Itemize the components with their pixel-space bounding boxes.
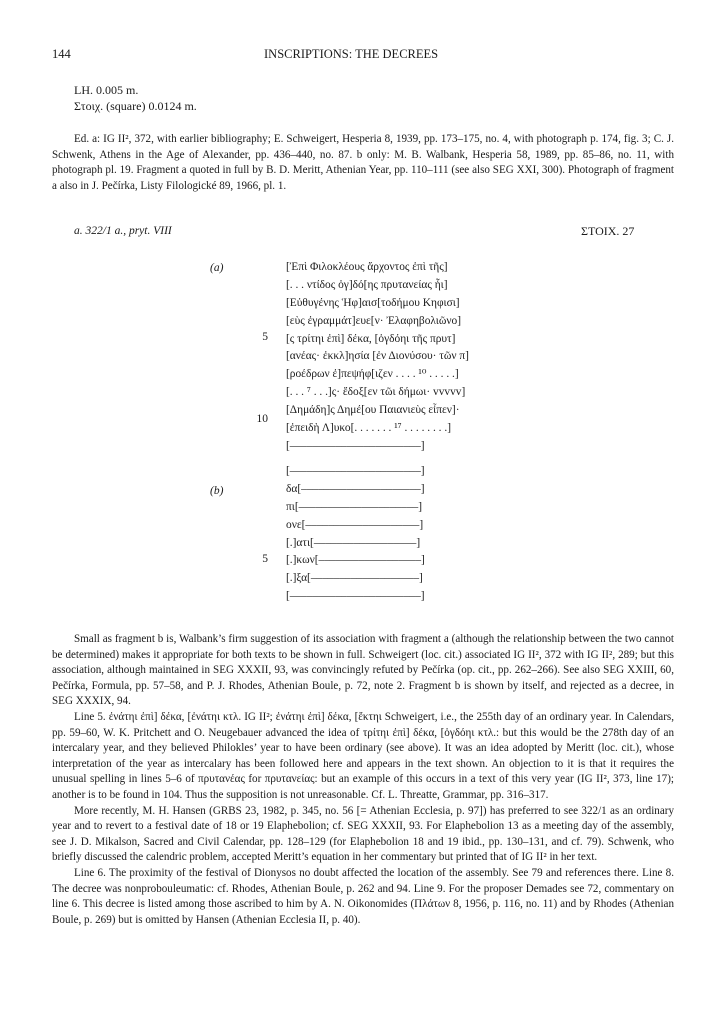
bibliography bbox=[52, 132, 674, 194]
inscription-line: [εὺς ἐγραμμάτ]ευε[ν· Ἐλαφηβολιῶνο] bbox=[286, 314, 462, 327]
letter-height: LH. 0.005 m. bbox=[74, 83, 139, 97]
inscription-line: δα[–––––––––––––––––––––] bbox=[286, 482, 425, 495]
inscription-line: ονε[––––––––––––––––––––] bbox=[286, 518, 424, 531]
bibliography-text: Ed. a: IG II², 372, with earlier bibliography; E. Schweigert, Hesperia 8, 1939, pp. 173–175, no. 4, with photograph p. 174, fig. 3; C. J. Schwenk, Athens in the Age of Alexander, pp. 436–440, no. 87. b only: M. B. Walbank, Hesperia 58, 1989, pp. 85–86, no. 11, with photograph pl. 19. Fragment a quoted in full by B. D. Meritt, Athenian Year, pp. 110–111 (see also SEG XXI, 300). Photograph of fragment a also in J. Pečírka, Listy Filologické 89, 1966, pl. 1. bbox=[52, 133, 674, 192]
inscription-line: [ς τρίτηι ἐπὶ] δέκα, [ὀγδόηι τῆς πρυτ] bbox=[286, 332, 456, 345]
page-number: 144 bbox=[52, 47, 71, 61]
commentary-paragraph: Line 5. ἐνάτηι ἐπὶ] δέκα, [ἐνάτηι κτλ. IG II²; ἐνάτηι ἐπὶ] δέκα, [ἕκτηι Schweigert, i.e., the 255th day of an ordinary year. In Calendars, pp. 59–60, W. K. Pritchett and O. Neugebauer advanced the idea of τρίτηι ἐπὶ] δέκα, [ὀγδόηι κτλ.: but this would be the 278th day of an intercalary year, and they believed Philokles’ year to have been ordinary (see above). It was an idea adopted by Meritt (loc. cit.), whose interpretation of the year as intercalary has been followed here and appears in the text shown. An objection to it is that it requires the unusual spelling in lines 5–6 of πρυτανέας for πρυτανείας: but an example of this occurs in a text of this very year (IG II², 373, line 17); another is to be found in 104. Thus the supposition is not unreasonable. Cf. L. Threatte, Grammar, pp. 316–317. bbox=[52, 710, 674, 801]
inscription-line: [. . . ντίδος ὀγ]δό[ης πρυτανείας ἧι] bbox=[286, 278, 448, 291]
inscription-line: πι[–––––––––––––––––––––] bbox=[286, 500, 423, 513]
commentary-paragraph: Small as fragment b is, Walbank’s firm suggestion of its association with fragment a (although the relationship between the two cannot be determined) makes it appropriate for both texts to be shown in full. Schweigert (loc. cit.) associated IG II², 372 with IG II², 289; but this association, although maintained in SEG XXXII, 93, was convincingly refuted by Pečírka (op. cit., pp. 262–266). See also SEG XXIII, 60, Pečírka, Formula, pp. 57–58, and P. J. Rhodes, Athenian Boule, p. 72, note 2. Fragment b is shown by itself, and rejected as a decree, in SEG XXXIX, 94. bbox=[52, 633, 674, 708]
fragment-a-label: (a) bbox=[210, 262, 224, 274]
stoichedon-count: ΣΤΟΙΧ. 27 bbox=[581, 224, 635, 238]
line-number-5: 5 bbox=[262, 331, 268, 343]
inscription-line: [. . . ⁷ . . .]ς· ἔδοξ[εν τῶι δήμωι· vvvvv] bbox=[286, 386, 466, 399]
line-number-10: 10 bbox=[256, 413, 268, 425]
fragment-a-text bbox=[286, 259, 469, 456]
commentary-paragraph: More recently, M. H. Hansen (GRBS 23, 1982, p. 345, no. 56 [= Athenian Ecclesia, p. 97]) has preferred to see 322/1 as an ordinary year and to revert to a festival date of 18 or 19 Elaphebolion; cf. SEG XXXII, 93. For Elaphebolion 13 as a meeting day of the assembly, see J. D. Mikalson, Sacred and Civil Calendar, pp. 128–129 (for Elaphebolion 18 and 19 ibid., pp. 130–131, and cf. 79). Schwenk, who briefly discussed the calendric problem, accepted Meritt’s equation in her commentary but printed that of IG II² in her text. bbox=[52, 804, 674, 864]
fragment-b-text bbox=[286, 463, 425, 606]
running-title: INSCRIPTIONS: THE DECREES bbox=[264, 47, 439, 61]
inscription-date: a. 322/1 a., pryt. VIII bbox=[74, 225, 172, 237]
inscription-line: [ἐπειδὴ Λ]υκο[. . . . . . . ¹⁷ . . . . . . . .] bbox=[286, 422, 451, 435]
inscription-line: [–––––––––––––––––––––––] bbox=[286, 439, 425, 452]
inscription-line: [ανέας· ἐκκλ]ησία [ἐν Διονύσου· τῶν π] bbox=[286, 350, 469, 363]
inscription-line: [.]ατι[––––––––––––––––––] bbox=[286, 536, 421, 549]
inscription-line: [Δημάδη]ς Δημέ[ου Παιανιεὺς εἶπεν]· bbox=[286, 404, 460, 417]
commentary bbox=[52, 632, 674, 928]
inscription-line: [.]ξα[–––––––––––––––––––] bbox=[286, 572, 423, 585]
inscription-line: [Ἐπὶ Φιλοκλέους ἄρχοντος ἐπὶ τῆς] bbox=[286, 261, 448, 273]
inscription-line: [–––––––––––––––––––––––] bbox=[286, 590, 425, 603]
inscription-line: [–––––––––––––––––––––––] bbox=[286, 465, 425, 477]
fragment-b-label: (b) bbox=[210, 485, 224, 497]
commentary-paragraph: Line 6. The proximity of the festival of Dionysos no doubt affected the location of the assembly. See 79 and references there. Line 8. The decree was nonprobouleumatic: cf. Rhodes, Athenian Boule, p. 262 and 94. Line 9. For the proposer Demades see 72, commentary on line 6. This decree is listed among those ascribed to him by A. N. Oikonomides (Πλάτων 8, 1956, p. 116, no. 11) and by Rhodes (Athenian Boule, p. 269) but is omitted by Hansen (Athenian Ecclesia II, p. 40). bbox=[52, 866, 674, 926]
stoich-measure: Στοιχ. (square) 0.0124 m. bbox=[74, 99, 197, 113]
inscription-line: [.]κων[––––––––––––––––––] bbox=[286, 554, 425, 567]
inscription-line: [ροέδρων ἐ]πεψήφ[ιζεν . . . . ¹⁰ . . . . .] bbox=[286, 368, 459, 381]
line-number-5: 5 bbox=[262, 553, 268, 565]
inscription-line: [Εὐθυγένης Ἡφ]αισ[τοδήμου Κηφισι] bbox=[286, 296, 460, 309]
